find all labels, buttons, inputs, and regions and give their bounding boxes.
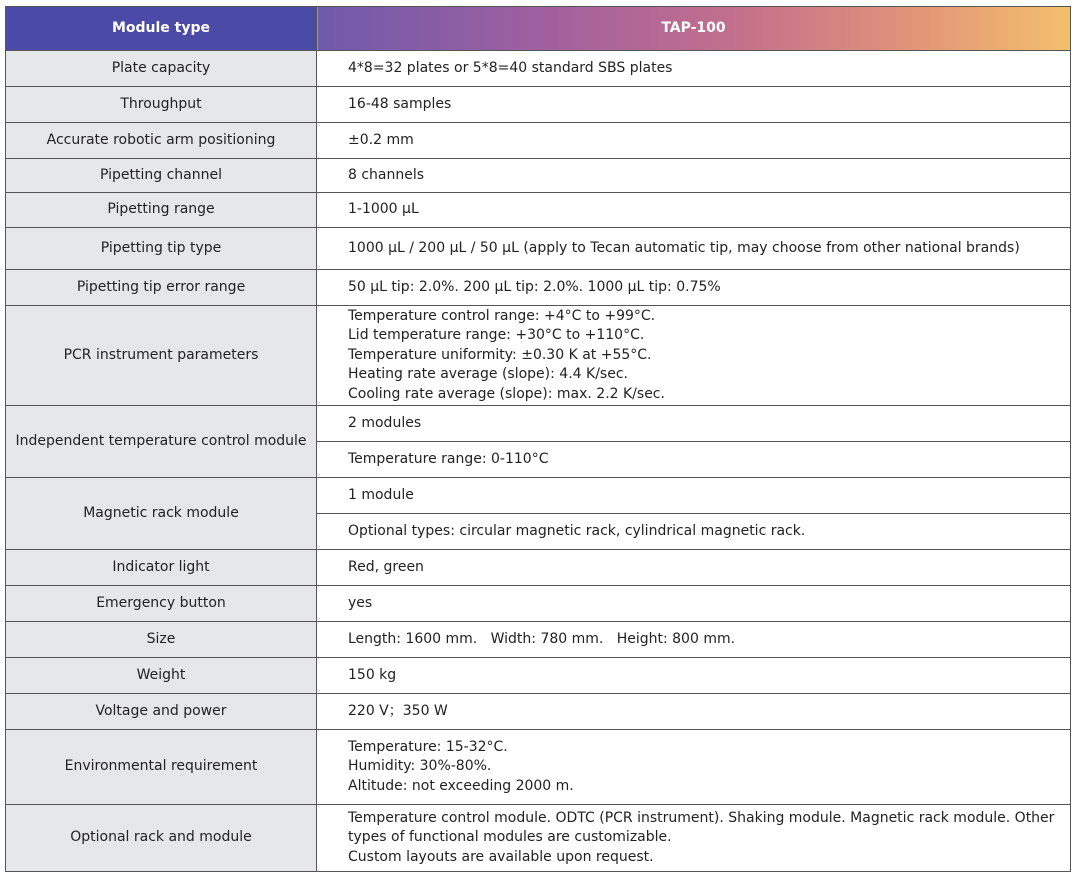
header-module-type: Module type: [6, 7, 317, 51]
row-value: 4*8=32 plates or 5*8=40 standard SBS plates: [317, 51, 1071, 87]
row-label: Pipetting tip error range: [6, 270, 317, 306]
row-value: 50 μL tip: 2.0%. 200 μL tip: 2.0%. 1000 μL tip: 0.75%: [317, 270, 1071, 306]
row-label: Weight: [6, 658, 317, 694]
table-header-row: [6, 7, 1071, 51]
table-row: [6, 228, 1071, 270]
row-label: Independent temperature control module: [6, 406, 317, 478]
row-label: Magnetic rack module: [6, 478, 317, 550]
table-row: [6, 550, 1071, 586]
table-row: [6, 87, 1071, 123]
row-value: ±0.2 mm: [317, 123, 1071, 159]
pcr-line: Temperature uniformity: ±0.30 K at +55°C.: [348, 346, 652, 363]
table-row: [6, 586, 1071, 622]
row-label: Pipetting channel: [6, 159, 317, 193]
row-label: Emergency button: [6, 586, 317, 622]
optional-line: Temperature control module. ODTC (PCR instrument). Shaking module. Magnetic rack module. Other types of functional modules are customizable.: [348, 809, 1055, 846]
header-model: TAP-100: [317, 7, 1071, 51]
table-row: [6, 658, 1071, 694]
pcr-line: Heating rate average (slope): 4.4 K/sec.: [348, 366, 628, 383]
table-row: [6, 270, 1071, 306]
row-value: [317, 805, 1071, 872]
row-label: Voltage and power: [6, 694, 317, 730]
row-value: 1-1000 μL: [317, 193, 1071, 228]
environment-line: Altitude: not exceeding 2000 m.: [348, 777, 574, 794]
row-value: Temperature range: 0-110°C: [317, 442, 1071, 478]
row-value: 150 kg: [317, 658, 1071, 694]
table-row: [6, 159, 1071, 193]
row-value: 8 channels: [317, 159, 1071, 193]
row-value: Red, green: [317, 550, 1071, 586]
row-label: PCR instrument parameters: [6, 306, 317, 406]
row-value: Length: 1600 mm. Width: 780 mm. Height: 800 mm.: [317, 622, 1071, 658]
table-row: [6, 123, 1071, 159]
row-value: Optional types: circular magnetic rack, cylindrical magnetic rack.: [317, 514, 1071, 550]
table-row: [6, 478, 1071, 514]
table-row: [6, 51, 1071, 87]
row-value: 220 V；350 W: [317, 694, 1071, 730]
pcr-line: Cooling rate average (slope): max. 2.2 K/sec.: [348, 385, 665, 402]
row-value: 2 modules: [317, 406, 1071, 442]
row-label: Optional rack and module: [6, 805, 317, 872]
row-value: [317, 306, 1071, 406]
table-row: [6, 730, 1071, 805]
table-row: [6, 622, 1071, 658]
table-row: [6, 406, 1071, 442]
row-label: Pipetting range: [6, 193, 317, 228]
row-label: Pipetting tip type: [6, 228, 317, 270]
row-label: Plate capacity: [6, 51, 317, 87]
row-value: 1000 μL / 200 μL / 50 μL (apply to Tecan automatic tip, may choose from other national brands): [317, 228, 1071, 270]
row-value: yes: [317, 586, 1071, 622]
spec-table: [5, 6, 1071, 872]
optional-line: Custom layouts are available upon request.: [348, 848, 654, 865]
row-label: Size: [6, 622, 317, 658]
row-value: [317, 730, 1071, 805]
row-value: 16-48 samples: [317, 87, 1071, 123]
row-value: 1 module: [317, 478, 1071, 514]
table-row: [6, 193, 1071, 228]
pcr-line: Lid temperature range: +30°C to +110°C.: [348, 327, 645, 344]
pcr-line: Temperature control range: +4°C to +99°C.: [348, 307, 656, 324]
environment-line: Humidity: 30%-80%.: [348, 758, 492, 775]
row-label: Throughput: [6, 87, 317, 123]
table-row: [6, 805, 1071, 872]
row-label: Accurate robotic arm positioning: [6, 123, 317, 159]
environment-line: Temperature: 15-32°C.: [348, 738, 508, 755]
row-label: Indicator light: [6, 550, 317, 586]
table-row: [6, 694, 1071, 730]
table-row: [6, 306, 1071, 406]
row-label: Environmental requirement: [6, 730, 317, 805]
